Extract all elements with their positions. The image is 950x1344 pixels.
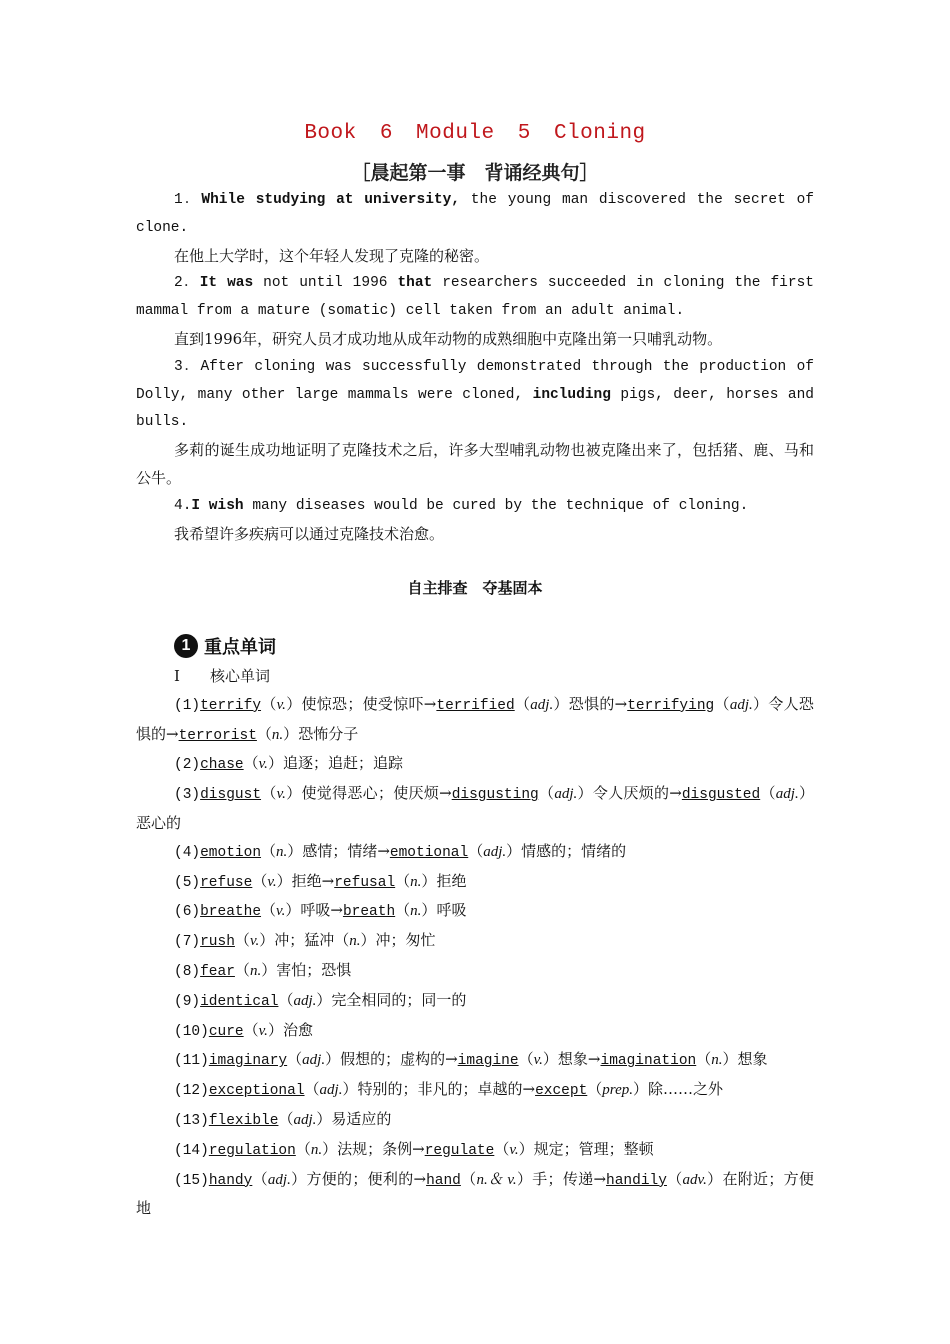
subheading-label: 核心单词 <box>209 667 270 685</box>
meaning: 易适应的 <box>331 1109 392 1128</box>
vocab-item: (1)terrify（v.）使惊恐；使受惊吓→terrified（adj.）恐惧的→terrifying（adj.）令人恐惧的→terrorist（n.）恐怖分子 <box>136 694 814 744</box>
part-of-speech: v. <box>276 903 286 920</box>
part-of-speech: n. <box>349 933 361 950</box>
number-circle-icon: 1 <box>174 634 198 658</box>
part-of-speech: adj. <box>293 992 317 1009</box>
part-of-speech: v. <box>276 786 286 803</box>
vocab-word: breath <box>342 904 396 921</box>
meaning: 感情；情绪→ <box>302 841 390 860</box>
meaning: 害怕；恐惧 <box>276 960 352 979</box>
meaning: 恐惧的→ <box>568 694 628 713</box>
vocab-item: (11)imaginary（adj.）假想的；虚构的→imagine（v.）想象→imagination（n.）想象 <box>174 1050 768 1070</box>
sentence-2-zh: 直到1996年，研究人员才成功地从成年动物的成熟细胞中克隆出第一只哺乳动物。 <box>174 329 723 348</box>
meaning: 方便的；便利的→ <box>306 1169 427 1188</box>
vocab-word: imagination <box>600 1053 697 1070</box>
meaning: 恐怖分子 <box>298 724 359 743</box>
vocab-item: (2)chase（v.）追逐；追赶；追踪 <box>174 754 403 774</box>
meaning: 使觉得恶心；使厌烦→ <box>301 784 452 803</box>
page-title: Book 6 Module 5 Cloning <box>304 122 646 145</box>
part-of-speech: n. <box>711 1052 723 1069</box>
part-of-speech: v. <box>249 933 260 950</box>
vocab-word: handy <box>208 1172 253 1189</box>
section-subtitle: ［晨起第一事 背诵经典句］ <box>351 162 599 184</box>
meaning: 假想的；虚构的→ <box>340 1050 458 1069</box>
sentence-text: the young man discovered the secret of clone. <box>136 192 815 236</box>
key-phrase: including <box>532 386 611 403</box>
vocab-word: flexible <box>208 1112 279 1129</box>
meaning: 冲；匆忙 <box>375 931 436 950</box>
vocab-header-label: 重点单词 <box>204 637 276 658</box>
vocab-item: (9)identical（adj.）完全相同的；同一的 <box>174 990 467 1010</box>
vocab-word: terrifying <box>627 697 715 714</box>
meaning: 在附近；方便地 <box>136 1169 814 1218</box>
sentence-4-en <box>136 493 814 521</box>
meaning: 想象 <box>737 1050 768 1069</box>
vocab-item: (10)cure（v.）治愈 <box>174 1020 313 1040</box>
vocab-item: (6)breathe（v.）呼吸→breath（n.）呼吸 <box>174 901 467 921</box>
sentence-number: 1． <box>174 192 202 208</box>
meaning: 特别的；非凡的；卓越的→ <box>357 1080 536 1099</box>
part-of-speech: v. <box>258 756 268 773</box>
vocab-item: (14)regulation（n.）法规；条例→regulate（v.）规定；管理；整顿 <box>174 1139 654 1159</box>
meaning: 情感的；情绪的 <box>521 841 627 860</box>
meaning: 法规；条例→ <box>337 1139 425 1158</box>
part-of-speech: v. <box>276 696 286 713</box>
roman-numeral: Ⅰ <box>174 667 180 685</box>
sentence-text: researchers succeeded in cloning the first mammal from a mature (somatic) cell taken from an adult animal. <box>136 275 814 320</box>
vocab-word: imaginary <box>208 1053 288 1070</box>
sentence-number: 2． <box>174 275 200 292</box>
vocab-word: regulation <box>208 1142 296 1159</box>
part-of-speech: n. <box>410 903 422 920</box>
vocab-word: disgusting <box>451 787 539 804</box>
part-of-speech: adj. <box>530 696 554 713</box>
vocab-word: imagine <box>457 1053 519 1070</box>
vocab-word: disgust <box>200 787 262 804</box>
vocab-list <box>136 663 814 1223</box>
part-of-speech: v. <box>509 1141 519 1158</box>
meaning: 恶心的 <box>136 813 182 832</box>
sentence-text: many diseases would be cured by the technique of cloning. <box>243 497 749 514</box>
meaning: 规定；管理；整顿 <box>533 1139 654 1158</box>
vocab-word: emotion <box>200 844 262 861</box>
part-of-speech: adj. <box>302 1052 326 1069</box>
item-number: (4) <box>174 844 201 861</box>
item-number: (13) <box>174 1112 209 1129</box>
vocab-word: rush <box>200 934 235 951</box>
meaning: 治愈 <box>282 1020 313 1039</box>
item-number: (11) <box>174 1053 209 1070</box>
part-of-speech: adj. <box>483 843 507 860</box>
item-number: (8) <box>174 963 201 980</box>
key-phrase: It was <box>199 275 254 292</box>
meaning: 使惊恐；使受惊吓→ <box>301 694 437 713</box>
vocab-word: hand <box>426 1172 461 1189</box>
vocab-word: fear <box>200 963 235 980</box>
meaning: 追逐；追赶；追踪 <box>282 754 403 773</box>
item-number: (6) <box>174 904 201 921</box>
vocab-word: except <box>535 1083 588 1100</box>
meaning: 除……之外 <box>648 1080 724 1099</box>
vocab-item: (8)fear（n.）害怕；恐惧 <box>174 960 352 980</box>
key-phrase: While studying at university, <box>201 192 461 208</box>
vocab-item: (5)refuse（v.）拒绝→refusal（n.）拒绝 <box>174 871 467 891</box>
part-of-speech: n. <box>410 873 422 890</box>
sentence-4-zh: 我希望许多疾病可以通过克隆技术治愈。 <box>174 524 445 543</box>
sentence-text: not until 1996 <box>253 275 398 292</box>
part-of-speech: adj. <box>775 786 799 803</box>
vocab-item: (3)disgust（v.）使觉得恶心；使厌烦→disgusting（adj.）令人厌烦的→disgusted（adj.）恶心的 <box>136 784 814 832</box>
sentence-text: After cloning was successfully demonstrated through the production of Dolly, many other large mammals were cloned, <box>136 358 814 403</box>
vocab-word: disgusted <box>681 787 761 804</box>
vocab-word: cure <box>208 1023 244 1040</box>
item-number: (12) <box>174 1083 209 1100</box>
item-number: (5) <box>174 874 201 891</box>
part-of-speech: n.＆ v. <box>476 1171 517 1188</box>
vocab-word: exceptional <box>208 1083 305 1100</box>
meaning: 拒绝 <box>436 871 467 890</box>
sentence-number: 3． <box>174 358 201 375</box>
part-of-speech: adj. <box>554 786 578 803</box>
vocab-word: terrified <box>436 697 515 714</box>
vocab-word: regulate <box>424 1142 495 1159</box>
vocab-word: terrify <box>200 697 262 714</box>
part-of-speech: adj. <box>319 1082 343 1099</box>
meaning: 呼吸→ <box>300 901 343 920</box>
item-number: (2) <box>174 757 201 774</box>
part-of-speech: adj. <box>293 1111 317 1128</box>
item-number: (9) <box>174 993 201 1010</box>
part-of-speech: n. <box>310 1141 323 1158</box>
vocab-word: chase <box>200 757 244 774</box>
sentence-number: 4. <box>174 497 192 514</box>
item-number: (7) <box>174 934 201 951</box>
part-of-speech: prep. <box>602 1082 633 1099</box>
meaning: 呼吸 <box>436 901 467 920</box>
vocab-word: handily <box>606 1172 667 1189</box>
part-of-speech: v. <box>267 873 277 890</box>
vocab-word: identical <box>200 993 279 1010</box>
sentence-list <box>136 187 814 548</box>
vocab-subheading <box>136 663 814 691</box>
meaning: 冲；猛冲 <box>274 931 335 950</box>
vocab-word: refusal <box>334 874 396 891</box>
sentence-1-zh: 在他上大学时，这个年轻人发现了克隆的秘密。 <box>174 246 490 265</box>
part-of-speech: n. <box>249 962 262 979</box>
meaning: 令人厌烦的→ <box>592 784 682 803</box>
vocab-word: terrorist <box>178 727 257 744</box>
meaning: 想象→ <box>557 1050 601 1069</box>
vocab-word: emotional <box>389 844 469 861</box>
vocab-item: (15)handy（adj.）方便的；便利的→hand（n.＆ v.）手；传递→handily（adv.）在附近；方便地 <box>136 1169 814 1218</box>
meaning: 手；传递→ <box>532 1169 607 1188</box>
key-phrase: I wish <box>191 497 244 514</box>
item-number: (1) <box>174 697 201 714</box>
meaning: 完全相同的；同一的 <box>331 990 467 1009</box>
item-number: (14) <box>174 1142 209 1159</box>
part-of-speech: v. <box>533 1052 543 1069</box>
sentence-text: pigs, deer, horses and bulls. <box>136 386 814 431</box>
item-number: (10) <box>174 1023 209 1040</box>
sentence-3-en <box>136 354 814 437</box>
vocab-item: (4)emotion（n.）感情；情绪→emotional（adj.）情感的；情绪的 <box>174 841 627 861</box>
part-of-speech: adj. <box>729 696 753 713</box>
vocab-word: refuse <box>200 874 253 891</box>
sentence-3-zh: 多莉的诞生成功地证明了克隆技术之后，许多大型哺乳动物也被克隆出来了，包括猪、鹿、马和公牛。 <box>136 441 814 487</box>
part-of-speech: v. <box>258 1022 268 1039</box>
section-heading: 自主排查 夺基固本 <box>407 579 543 597</box>
item-number: (3) <box>174 787 201 804</box>
vocab-header <box>174 633 276 659</box>
item-number: (15) <box>174 1172 209 1189</box>
vocab-word: breathe <box>200 904 262 921</box>
key-phrase: that <box>397 275 433 292</box>
vocab-item: (13)flexible（adj.）易适应的 <box>174 1109 392 1129</box>
vocab-item: (12)exceptional（adj.）特别的；非凡的；卓越的→except（prep.）除……之外 <box>174 1080 724 1100</box>
sentence-1-en <box>136 187 814 243</box>
part-of-speech: n. <box>276 843 288 860</box>
part-of-speech: adv. <box>682 1171 707 1188</box>
meaning: 拒绝→ <box>291 871 335 890</box>
part-of-speech: adj. <box>267 1171 291 1188</box>
meaning: 令人恐惧的→ <box>136 694 814 743</box>
part-of-speech: n. <box>271 726 284 743</box>
sentence-2-en <box>136 270 814 326</box>
vocab-item: (7)rush（v.）冲；猛冲（n.）冲；匆忙 <box>174 931 436 951</box>
